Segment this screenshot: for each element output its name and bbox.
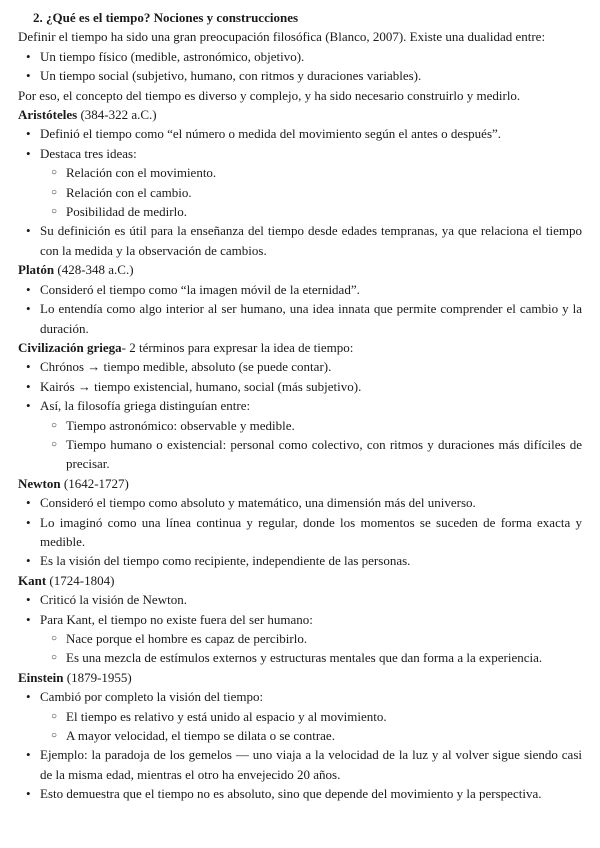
- sublist-item: ○ El tiempo es relativo y está unido al espacio y al movimiento.: [66, 707, 582, 726]
- list-item: • Kairós → tiempo existencial, humano, social (más subjetivo).: [40, 377, 582, 396]
- bullet-icon: •: [26, 553, 31, 569]
- list-item: • Así, la filosofía griega distinguían entre: ○ Tiempo astronómico: observable y medible. ○ Tiempo humano o existencial: personal como colectivo, con ritmos y duraciones más difíciles de precisar.: [40, 396, 582, 474]
- einstein-list: [18, 687, 582, 803]
- griega-sublist: [40, 416, 582, 474]
- bullet-icon: •: [26, 592, 31, 608]
- intro-list: [18, 47, 582, 86]
- kant-name: Kant: [18, 572, 47, 588]
- circle-bullet-icon: ○: [51, 730, 58, 742]
- bullet-icon: •: [26, 611, 31, 627]
- bullet-icon: •: [26, 689, 31, 705]
- circle-bullet-icon: ○: [51, 633, 58, 644]
- circle-bullet-icon: ○: [51, 652, 58, 664]
- list-item: • Es la visión del tiempo como recipiente, independiente de las personas.: [40, 551, 582, 570]
- bullet-icon: •: [26, 68, 31, 84]
- list-item: • Lo imaginó como una línea continua y regular, donde los momentos se suceden de forma exacta y medible.: [26, 514, 582, 549]
- circle-bullet-icon: ○: [51, 206, 58, 218]
- list-item: • Consideró el tiempo como “la imagen móvil de la eternidad”.: [40, 280, 582, 299]
- intro-paragraph: Definir el tiempo ha sido una gran preocupación filosófica (Blanco, 2007). Existe una dualidad entre:: [18, 29, 546, 45]
- list-item: • Criticó la visión de Newton.: [40, 590, 582, 609]
- newton-name: Newton: [18, 475, 61, 491]
- list-item: • Esto demuestra que el tiempo no es absoluto, sino que depende del movimiento y la perspectiva.: [40, 784, 582, 803]
- sublist-item: ○ Posibilidad de medirlo.: [66, 202, 582, 221]
- bullet-icon: •: [26, 223, 31, 239]
- bullet-icon: •: [26, 145, 31, 161]
- griega-list: [18, 357, 582, 473]
- griega-name: Civilización griega: [18, 339, 122, 355]
- bullet-icon: •: [26, 359, 31, 375]
- bullet-icon: •: [26, 281, 31, 297]
- kant-sublist: [40, 629, 582, 668]
- section-heading: 2. ¿Qué es el tiempo? Nociones y construcciones: [33, 10, 299, 25]
- sublist-item: ○ Es una mezcla de estímulos externos y estructuras mentales que dan forma a la experiencia.: [66, 648, 582, 667]
- griega-desc: - 2 términos para expresar la idea de tiempo:: [121, 339, 354, 355]
- platon-title: [18, 260, 582, 279]
- bullet-icon: •: [26, 786, 31, 802]
- einstein-sublist: [40, 707, 582, 746]
- circle-bullet-icon: ○: [51, 167, 58, 179]
- bullet-icon: •: [26, 495, 31, 511]
- bullet-icon: •: [26, 747, 31, 763]
- bullet-icon: •: [26, 301, 31, 317]
- circle-bullet-icon: ○: [51, 438, 58, 450]
- aristoteles-sublist: [40, 163, 582, 221]
- newton-dates: (1642-1727): [60, 475, 129, 491]
- griega-title: [18, 338, 582, 357]
- list-item: • Un tiempo social (subjetivo, humano, con ritmos y duraciones variables).: [40, 66, 582, 85]
- intro-closing-paragraph: Por eso, el concepto del tiempo es diverso y complejo, y ha sido necesario construirlo y medirlo.: [18, 87, 521, 103]
- platon-list: [18, 280, 582, 338]
- circle-bullet-icon: ○: [51, 186, 58, 198]
- circle-bullet-icon: ○: [51, 419, 58, 431]
- bullet-icon: •: [26, 126, 31, 142]
- newton-list: [18, 493, 582, 571]
- list-item: • Su definición es útil para la enseñanza del tiempo desde edades tempranas, ya que relaciona el tiempo con la medida y la observación de cambios.: [26, 223, 582, 258]
- list-item: • Un tiempo físico (medible, astronómico, objetivo).: [40, 47, 582, 66]
- platon-name: Platón: [18, 262, 55, 278]
- list-item: • Chrónos → tiempo medible, absoluto (se puede contar).: [40, 357, 582, 376]
- list-item: • Lo entendía como algo interior al ser humano, una idea innata que permite comprender el cambio y la duración.: [26, 301, 582, 336]
- sublist-item: ○ Tiempo humano o existencial: personal como colectivo, con ritmos y duraciones más difíciles de precisar.: [51, 436, 582, 472]
- sublist-item: ○ Tiempo astronómico: observable y medible.: [66, 416, 582, 435]
- sublist-item: ○ Relación con el movimiento.: [66, 163, 582, 182]
- einstein-name: Einstein: [18, 669, 64, 685]
- list-item: • Ejemplo: la paradoja de los gemelos — uno viaja a la velocidad de la luz y al volver sigue siendo casi de la misma edad, mientras el otro ha envejecido 20 años.: [26, 747, 582, 782]
- bullet-icon: •: [26, 514, 31, 530]
- aristoteles-list: [18, 124, 582, 260]
- circle-bullet-icon: ○: [51, 710, 58, 722]
- aristoteles-title: [18, 105, 582, 124]
- list-item: • Destaca tres ideas: ○ Relación con el movimiento. ○ Relación con el cambio. ○ Posibilidad de medirlo.: [40, 144, 582, 222]
- platon-dates: (428-348 a.C.): [54, 262, 134, 278]
- bullet-icon: •: [26, 48, 31, 64]
- bullet-icon: •: [26, 398, 31, 414]
- kant-title: [18, 571, 582, 590]
- list-item: • Consideró el tiempo como absoluto y matemático, una dimensión más del universo.: [40, 493, 582, 512]
- aristoteles-dates: (384-322 a.C.): [77, 107, 157, 123]
- kant-list: [18, 590, 582, 668]
- sublist-item: ○ Nace porque el hombre es capaz de percibirlo.: [66, 629, 582, 648]
- list-item: • Cambió por completo la visión del tiempo: ○ El tiempo es relativo y está unido al espacio y al movimiento. ○ A mayor velocidad, el tiempo se dilata o se contrae.: [40, 687, 582, 745]
- newton-title: [18, 474, 582, 493]
- list-item: • Definió el tiempo como “el número o medida del movimiento según el antes o después”.: [40, 124, 582, 143]
- aristoteles-name: Aristóteles: [18, 107, 78, 123]
- einstein-title: [18, 668, 582, 687]
- kant-dates: (1724-1804): [46, 572, 115, 588]
- einstein-dates: (1879-1955): [63, 669, 132, 685]
- list-item: • Para Kant, el tiempo no existe fuera del ser humano: ○ Nace porque el hombre es capaz de percibirlo. ○ Es una mezcla de estímulos externos y estructuras mentales que dan forma a la experiencia.: [40, 610, 582, 668]
- sublist-item: ○ A mayor velocidad, el tiempo se dilata o se contrae.: [66, 726, 582, 745]
- sublist-item: ○ Relación con el cambio.: [66, 183, 582, 202]
- bullet-icon: •: [26, 378, 31, 394]
